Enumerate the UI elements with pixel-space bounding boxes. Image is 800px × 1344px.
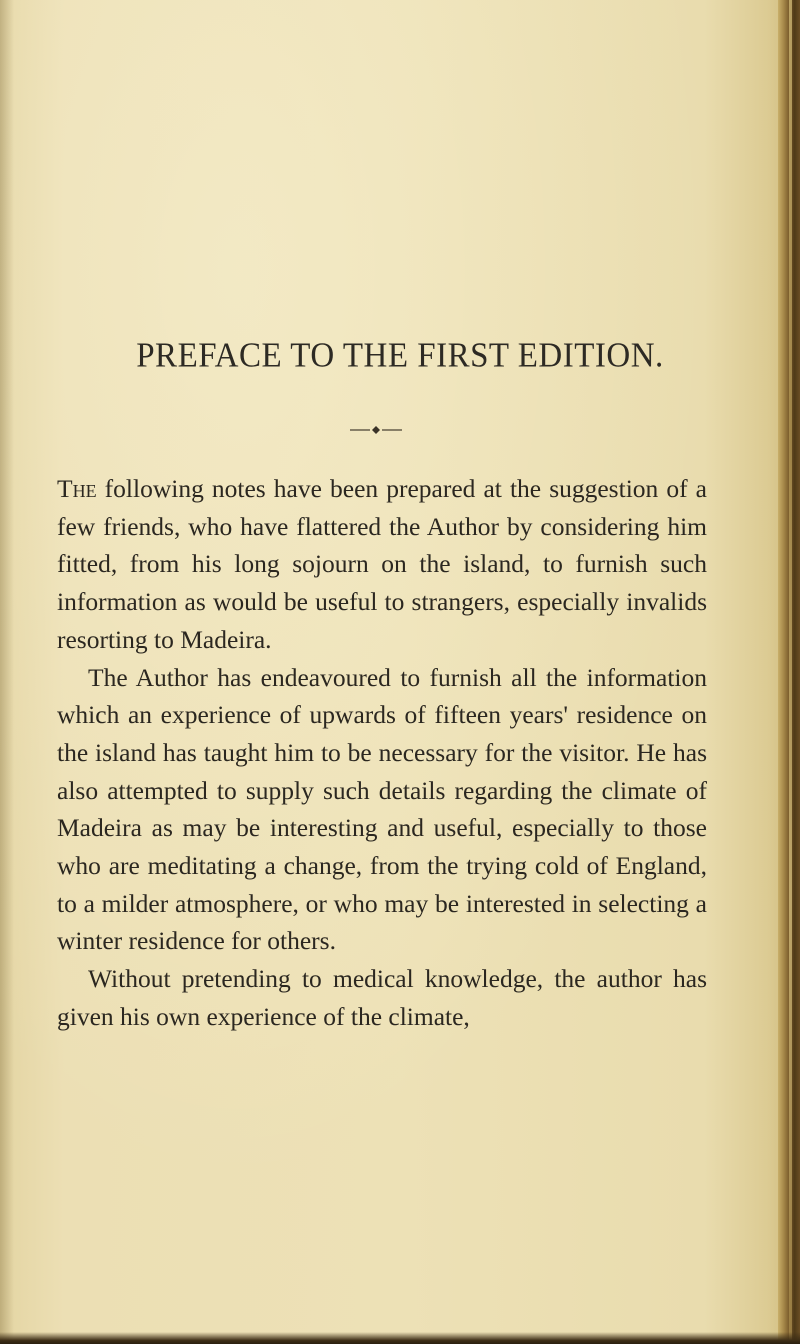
preface-body — [57, 470, 707, 1036]
binding-highlight — [789, 0, 792, 1344]
paragraph-text: following notes have been prepared at the suggestion of a few friends, who have flattered the Author by considering him fitted, from his long sojourn on the island, to furnish such information as would be useful to strangers, especially invalids resorting to Madeira. — [57, 474, 707, 654]
ornament-divider-icon — [350, 425, 402, 435]
page-title: PREFACE TO THE FIRST EDITION. — [136, 337, 664, 375]
paragraph-text: The Author has endeavoured to furnish all the information which an experience of upwards of fifteen years' residence on the island has taught him to be necessary for the visitor. He has also attempted to supply such details regarding the climate of Madeira as may be interesting and useful, especially to those who are meditating a change, from the trying cold of England, to a milder atmosphere, or who may be interested in selecting a winter residence for others. — [57, 662, 707, 956]
page-shadow — [0, 0, 14, 1344]
paragraph-text: Without pretending to medical knowledge, the author has given his own experience of the climate, — [57, 964, 707, 1031]
page-bottom-edge — [0, 1332, 800, 1344]
paragraph-3 — [57, 960, 707, 1035]
lead-word: The — [57, 474, 97, 503]
paragraph-1 — [57, 470, 707, 659]
paragraph-2 — [57, 659, 707, 961]
